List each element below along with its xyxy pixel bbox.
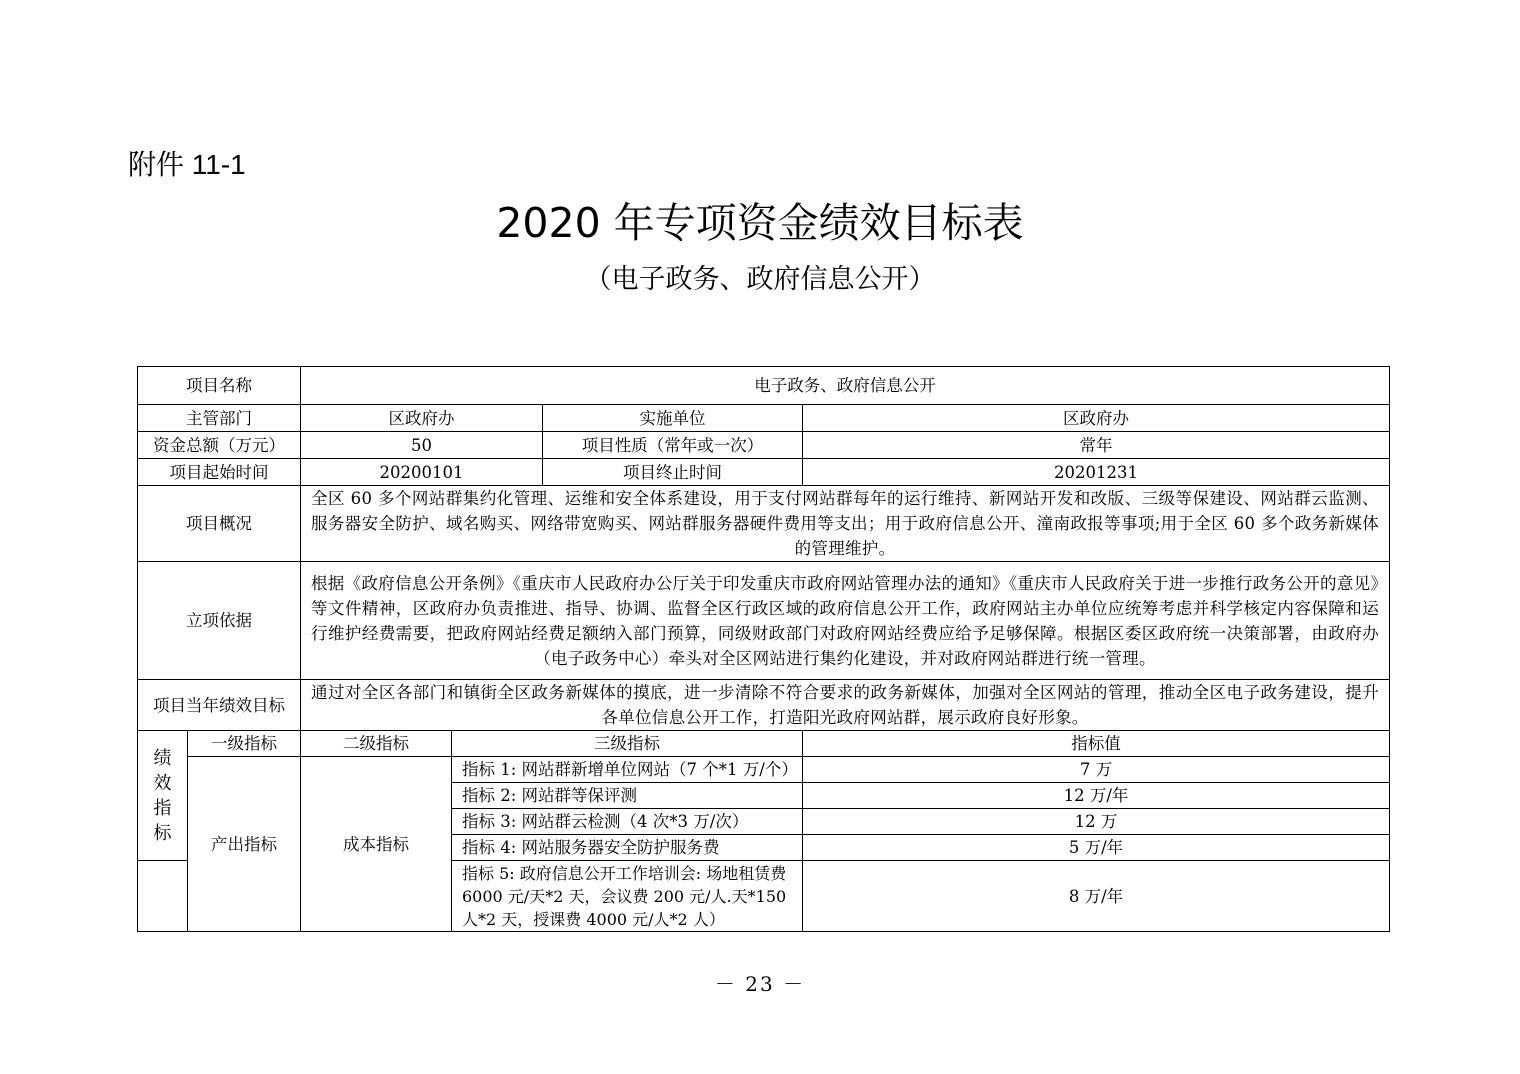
empty-cell [138, 861, 188, 932]
page-number: － 23 － [714, 972, 806, 996]
level1-value: 产出指标 [188, 757, 301, 932]
row-goal [138, 680, 1390, 731]
basis-label: 立项依据 [138, 562, 301, 680]
perf-indicator-label: 绩效指标 [138, 731, 188, 861]
nature-label: 项目性质（常年或一次） [543, 432, 803, 459]
dept-value: 区政府办 [301, 405, 543, 432]
project-name-label: 项目名称 [138, 367, 301, 405]
row-department [138, 405, 1390, 432]
start-value: 20200101 [301, 459, 543, 486]
indicator-name: 指标 4: 网站服务器安全防护服务费 [452, 835, 803, 861]
indicator-value: 12 万 [803, 809, 1390, 835]
level2-value: 成本指标 [301, 757, 452, 932]
row-indicator-header [138, 731, 1390, 757]
impl-label: 实施单位 [543, 405, 803, 432]
row-funds [138, 432, 1390, 459]
col-level1-header: 一级指标 [188, 731, 301, 757]
row-dates [138, 459, 1390, 486]
attachment-label: 附件 11-1 [128, 149, 246, 180]
basis-text: 根据《政府信息公开条例》《重庆市人民政府办公厅关于印发重庆市政府网站管理办法的通知》《重庆市人民政府关于进一步推行政务公开的意见》等文件精神，区政府办负责推进、指导、协调、监督全区行政区域的政府信息公开工作，政府网站主办单位应统筹考虑并科学核定内容保障和运行维护经费需要，把政府网站经费足额纳入部门预算，同级财政部门对政府网站经费应给予足够保障。根据区委区政府统一决策部署，由政府办（电子政务中心）牵头对全区网站进行集约化建设，并对政府网站群进行统一管理。 [301, 562, 1390, 680]
indicator-row [138, 757, 1390, 783]
funds-value: 50 [301, 432, 543, 459]
row-project-name [138, 367, 1390, 405]
end-value: 20201231 [803, 459, 1390, 486]
start-label: 项目起始时间 [138, 459, 301, 486]
document-subtitle: （电子政务、政府信息公开） [584, 264, 936, 295]
end-label: 项目终止时间 [543, 459, 803, 486]
col-value-header: 指标值 [803, 731, 1390, 757]
funds-label: 资金总额（万元） [138, 432, 301, 459]
document-title: 2020 年专项资金绩效目标表 [496, 199, 1024, 247]
dept-label: 主管部门 [138, 405, 301, 432]
indicator-name: 指标 1: 网站群新增单位网站（7 个*1 万/个） [452, 757, 803, 783]
indicator-value: 12 万/年 [803, 783, 1390, 809]
nature-value: 常年 [803, 432, 1390, 459]
indicator-name: 指标 2: 网站群等保评测 [452, 783, 803, 809]
impl-value: 区政府办 [803, 405, 1390, 432]
indicator-name: 指标 3: 网站群云检测（4 次*3 万/次） [452, 809, 803, 835]
goal-label: 项目当年绩效目标 [138, 680, 301, 731]
performance-target-table [137, 366, 1390, 932]
col-level3-header: 三级指标 [452, 731, 803, 757]
project-name-value: 电子政务、政府信息公开 [301, 367, 1390, 405]
col-level2-header: 二级指标 [301, 731, 452, 757]
overview-text: 全区 60 多个网站群集约化管理、运维和安全体系建设，用于支付网站群每年的运行维持、新网站开发和改版、三级等保建设、网站群云监测、服务器安全防护、域名购买、网络带宽购买、网站群服务器硬件费用等支出；用于政府信息公开、潼南政报等事项;用于全区 60 多个政务新媒体的管理维护。 [301, 486, 1390, 562]
indicator-value: 8 万/年 [803, 861, 1390, 932]
indicator-value: 5 万/年 [803, 835, 1390, 861]
indicator-name: 指标 5: 政府信息公开工作培训会: 场地租赁费 6000 元/天*2 天，会议费 200 元/人.天*150 人*2 天，授课费 4000 元/人*2 人） [452, 861, 803, 932]
goal-text: 通过对全区各部门和镇街全区政务新媒体的摸底，进一步清除不符合要求的政务新媒体，加强对全区网站的管理，推动全区电子政务建设，提升各单位信息公开工作，打造阳光政府网站群，展示政府良好形象。 [301, 680, 1390, 731]
row-overview [138, 486, 1390, 562]
overview-label: 项目概况 [138, 486, 301, 562]
indicator-value: 7 万 [803, 757, 1390, 783]
row-basis [138, 562, 1390, 680]
